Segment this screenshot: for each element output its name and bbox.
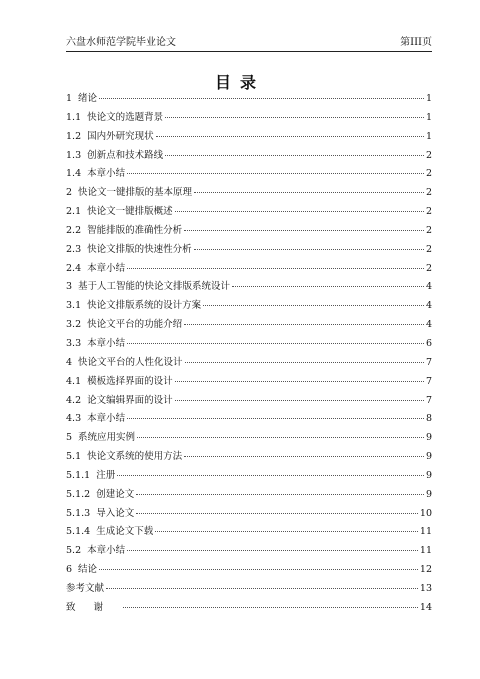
toc-entry-page: 8 bbox=[425, 413, 432, 425]
toc-dot-leader bbox=[184, 230, 424, 231]
toc-entry-title: 快论文一键排版概述 bbox=[87, 206, 173, 218]
toc-entry-title: 绪论 bbox=[78, 93, 98, 104]
toc-entry-page: 6 bbox=[425, 337, 432, 349]
toc-entry-title: 结论 bbox=[78, 564, 98, 576]
toc-entry[interactable] bbox=[66, 128, 432, 147]
toc-entry[interactable] bbox=[66, 561, 432, 580]
toc-entry[interactable] bbox=[66, 147, 432, 166]
toc-entry-number: 2.1 bbox=[66, 206, 82, 218]
toc-entry-number: 3 bbox=[66, 281, 73, 293]
toc-entry[interactable] bbox=[66, 373, 432, 392]
toc-dot-leader bbox=[127, 268, 424, 269]
toc-entry-title: 参考文献 bbox=[66, 582, 105, 594]
toc-entry-number: 3.1 bbox=[66, 300, 82, 312]
toc-entry-number: 1.3 bbox=[66, 149, 82, 161]
toc-dot-leader bbox=[175, 211, 424, 212]
toc-entry-number: 5.1.2 bbox=[66, 488, 91, 500]
toc-entry-page: 9 bbox=[425, 432, 432, 444]
toc-entry-title: 模板选择界面的设计 bbox=[87, 375, 173, 387]
toc-entry-title: 创新点和技术路线 bbox=[87, 149, 164, 161]
toc-entry-title: 快论文的选题背景 bbox=[87, 111, 164, 123]
table-of-contents bbox=[66, 90, 432, 618]
toc-entry-number: 5.1.3 bbox=[66, 507, 91, 519]
toc-entry-page: 4 bbox=[425, 281, 432, 293]
toc-entry-title: 快论文一键排版的基本原理 bbox=[78, 187, 193, 199]
toc-dot-leader bbox=[117, 475, 424, 476]
toc-entry-number: 1.2 bbox=[66, 130, 82, 142]
toc-entry[interactable] bbox=[66, 184, 432, 203]
toc-dot-leader bbox=[127, 550, 418, 551]
toc-entry-page: 1 bbox=[425, 130, 432, 142]
toc-dot-leader bbox=[136, 494, 424, 495]
toc-entry-number: 6 bbox=[66, 564, 73, 576]
toc-entry-number: 1.4 bbox=[66, 168, 82, 180]
toc-dot-leader bbox=[184, 456, 424, 457]
toc-entry[interactable] bbox=[66, 260, 432, 279]
header-school: 六盘水师范学院毕业论文 bbox=[66, 37, 176, 48]
toc-entry-number: 2.3 bbox=[66, 243, 82, 255]
toc-entry-page: 7 bbox=[425, 375, 432, 387]
toc-entry[interactable] bbox=[66, 109, 432, 128]
toc-dot-leader bbox=[165, 155, 424, 156]
toc-entry-page: 10 bbox=[419, 507, 432, 519]
toc-entry-page: 2 bbox=[425, 206, 432, 218]
toc-entry-number: 2 bbox=[66, 187, 73, 199]
toc-entry-page: 13 bbox=[419, 582, 432, 594]
toc-entry-title: 致谢 bbox=[66, 601, 122, 613]
toc-entry-title: 创建论文 bbox=[96, 488, 135, 500]
toc-entry-number: 5.1 bbox=[66, 451, 82, 463]
toc-entry-title: 快论文平台的功能介绍 bbox=[87, 319, 183, 331]
toc-entry-page: 9 bbox=[425, 451, 432, 463]
toc-entry-number: 4.1 bbox=[66, 375, 82, 387]
toc-entry-title: 快论文系统的使用方法 bbox=[87, 451, 183, 463]
toc-entry-title: 本章小结 bbox=[87, 168, 126, 180]
toc-dot-leader bbox=[232, 286, 424, 287]
toc-entry-page: 2 bbox=[425, 262, 432, 274]
toc-entry[interactable] bbox=[66, 392, 432, 411]
toc-entry[interactable] bbox=[66, 335, 432, 354]
toc-entry-title: 本章小结 bbox=[87, 545, 126, 557]
toc-entry-number: 1 bbox=[66, 93, 73, 104]
toc-entry[interactable] bbox=[66, 297, 432, 316]
toc-entry[interactable] bbox=[66, 278, 432, 297]
page-header bbox=[66, 33, 432, 52]
toc-dot-leader bbox=[127, 173, 424, 174]
toc-entry[interactable] bbox=[66, 241, 432, 260]
toc-entry[interactable] bbox=[66, 90, 432, 109]
toc-entry-number: 5.2 bbox=[66, 545, 82, 557]
toc-entry-page: 1 bbox=[425, 111, 432, 123]
toc-entry-page: 4 bbox=[425, 319, 432, 331]
toc-entry-title: 导入论文 bbox=[96, 507, 135, 519]
toc-entry-page: 2 bbox=[425, 168, 432, 180]
toc-entry-title: 智能排版的准确性分析 bbox=[87, 224, 183, 236]
toc-entry-page: 9 bbox=[425, 488, 432, 500]
toc-entry-title: 国内外研究现状 bbox=[87, 130, 154, 142]
toc-dot-leader bbox=[156, 136, 424, 137]
toc-entry-page: 7 bbox=[425, 394, 432, 406]
header-page-number: 第III页 bbox=[400, 37, 432, 48]
toc-entry[interactable] bbox=[66, 505, 432, 524]
toc-entry[interactable] bbox=[66, 354, 432, 373]
toc-entry-page: 2 bbox=[425, 187, 432, 199]
toc-entry[interactable] bbox=[66, 429, 432, 448]
toc-dot-leader bbox=[194, 249, 424, 250]
toc-entry-page: 2 bbox=[425, 243, 432, 255]
toc-entry[interactable] bbox=[66, 165, 432, 184]
toc-entry-page: 2 bbox=[425, 224, 432, 236]
toc-entry-number: 4.2 bbox=[66, 394, 82, 406]
toc-entry-page: 1 bbox=[425, 93, 432, 104]
toc-entry-title: 快论文排版系统的设计方案 bbox=[87, 300, 202, 312]
page-title: 目录 bbox=[214, 73, 265, 92]
toc-dot-leader bbox=[184, 324, 424, 325]
toc-entry[interactable] bbox=[66, 316, 432, 335]
toc-entry-title: 本章小结 bbox=[87, 413, 126, 425]
toc-entry[interactable] bbox=[66, 467, 432, 486]
toc-dot-leader bbox=[127, 343, 424, 344]
toc-dot-leader bbox=[136, 513, 418, 514]
toc-entry-number: 2.2 bbox=[66, 224, 82, 236]
toc-entry[interactable] bbox=[66, 542, 432, 561]
toc-entry-title: 本章小结 bbox=[87, 262, 126, 274]
toc-entry-title: 论文编辑界面的设计 bbox=[87, 394, 173, 406]
toc-entry-page: 12 bbox=[419, 564, 432, 576]
toc-entry-title: 系统应用实例 bbox=[78, 432, 136, 444]
toc-entry[interactable] bbox=[66, 203, 432, 222]
toc-dot-leader bbox=[155, 531, 418, 532]
toc-entry-title: 快论文平台的人性化设计 bbox=[78, 356, 183, 368]
toc-dot-leader bbox=[165, 117, 424, 118]
toc-dot-leader bbox=[99, 569, 418, 570]
toc-entry-title: 本章小结 bbox=[87, 337, 126, 349]
toc-entry[interactable] bbox=[66, 486, 432, 505]
toc-entry[interactable] bbox=[66, 448, 432, 467]
toc-entry-title: 注册 bbox=[96, 469, 116, 481]
toc-entry[interactable] bbox=[66, 410, 432, 429]
toc-entry-title: 快论文排版的快速性分析 bbox=[87, 243, 192, 255]
toc-dot-leader bbox=[185, 362, 424, 363]
toc-entry-number: 3.2 bbox=[66, 319, 82, 331]
toc-entry-number: 4.3 bbox=[66, 413, 82, 425]
toc-entry[interactable] bbox=[66, 580, 432, 599]
toc-entry-title: 生成论文下载 bbox=[96, 526, 154, 538]
toc-dot-leader bbox=[123, 607, 418, 608]
toc-entry-page: 7 bbox=[425, 356, 432, 368]
toc-dot-leader bbox=[106, 588, 418, 589]
toc-entry-number: 5.1.4 bbox=[66, 526, 91, 538]
toc-entry-number: 1.1 bbox=[66, 111, 82, 123]
toc-entry[interactable] bbox=[66, 222, 432, 241]
toc-dot-leader bbox=[137, 437, 424, 438]
toc-entry-page: 2 bbox=[425, 149, 432, 161]
toc-entry-page: 11 bbox=[419, 545, 432, 557]
toc-entry-page: 4 bbox=[425, 300, 432, 312]
toc-dot-leader bbox=[127, 418, 424, 419]
toc-dot-leader bbox=[175, 381, 424, 382]
toc-dot-leader bbox=[203, 305, 424, 306]
toc-entry-number: 5.1.1 bbox=[66, 469, 91, 481]
toc-entry-page: 9 bbox=[425, 469, 432, 481]
toc-entry-title: 基于人工智能的快论文排版系统设计 bbox=[78, 281, 231, 293]
toc-entry-page: 14 bbox=[419, 601, 432, 613]
toc-entry-number: 4 bbox=[66, 356, 73, 368]
toc-entry[interactable] bbox=[66, 523, 432, 542]
toc-entry-number: 3.3 bbox=[66, 337, 82, 349]
toc-dot-leader bbox=[175, 400, 424, 401]
toc-entry-page: 11 bbox=[419, 526, 432, 538]
toc-dot-leader bbox=[194, 192, 424, 193]
toc-entry-number: 5 bbox=[66, 432, 73, 444]
toc-entry[interactable] bbox=[66, 599, 432, 618]
toc-dot-leader bbox=[99, 98, 424, 99]
toc-entry-number: 2.4 bbox=[66, 262, 82, 274]
